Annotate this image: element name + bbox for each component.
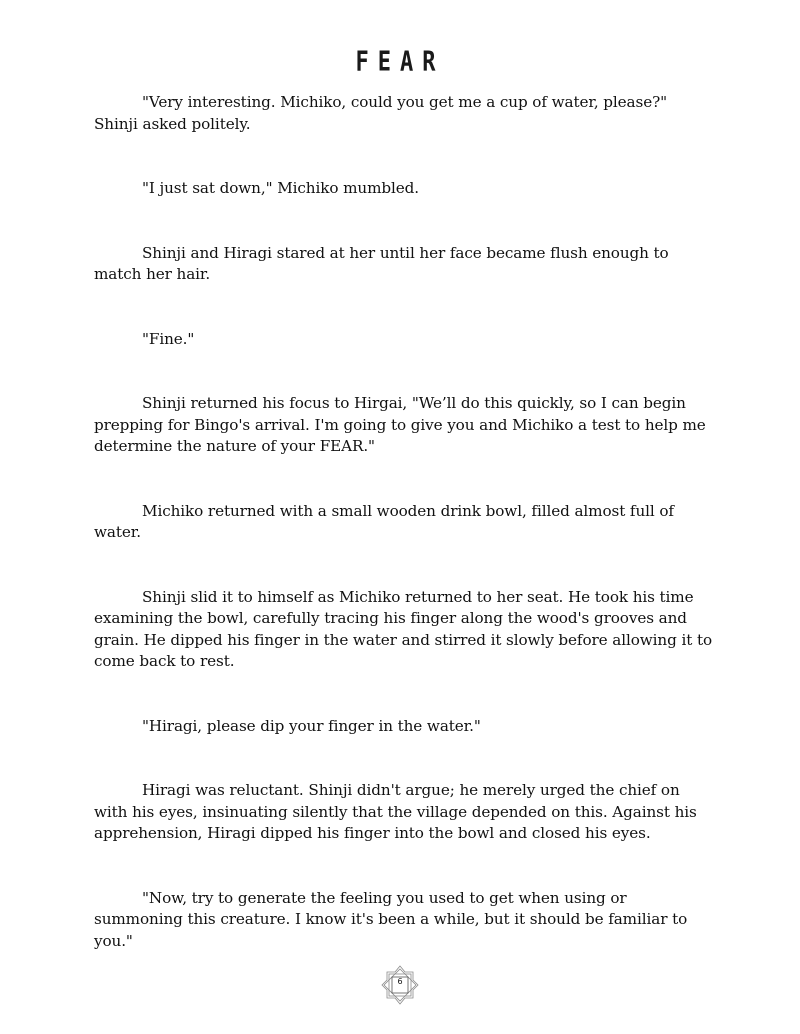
page-title: FEAR bbox=[355, 46, 445, 79]
paragraph: "Very interesting. Michiko, could you get me a cup of water, please?" Shinji asked politely. bbox=[94, 93, 668, 133]
paragraph: "Now, try to generate the feeling you used to get when using or summoning this creature. I know it's been a while, but it should be familiar to you." bbox=[94, 888, 688, 950]
page-footer bbox=[380, 964, 420, 1006]
page-number: 6 bbox=[397, 977, 403, 986]
paragraph: Shinji and Hiragi stared at her until her face became flush enough to match her hair. bbox=[94, 243, 669, 283]
paragraph: Shinji slid it to himself as Michiko returned to her seat. He took his time examining the bowl, carefully tracing his finger along the wood's grooves and grain. He dipped his finger in the water and stirred it slowly before allowing it to come back to rest. bbox=[94, 587, 713, 670]
story-text bbox=[94, 92, 714, 995]
paragraph: "I just sat down," Michiko mumbled. bbox=[142, 179, 420, 197]
paragraph: Shinji returned his focus to Hirgai, "We’ll do this quickly, so I can begin prepping for Bingo's arrival. I'm going to give you and Michiko a test to help me determine the nature of your FEAR." bbox=[94, 394, 706, 455]
paragraph: Michiko returned with a small wooden drink bowl, filled almost full of water. bbox=[94, 501, 674, 541]
paragraph: "Hiragi, please dip your finger in the water." bbox=[142, 716, 481, 735]
paragraph: "Fine." bbox=[142, 329, 195, 348]
paragraph: Hiragi was reluctant. Shinji didn't argue; he merely urged the chief on with his eyes, insinuating silently that the village depended on this. Against his apprehension, Hiragi dipped his finger into the bowl and closed his eyes. bbox=[94, 781, 697, 842]
